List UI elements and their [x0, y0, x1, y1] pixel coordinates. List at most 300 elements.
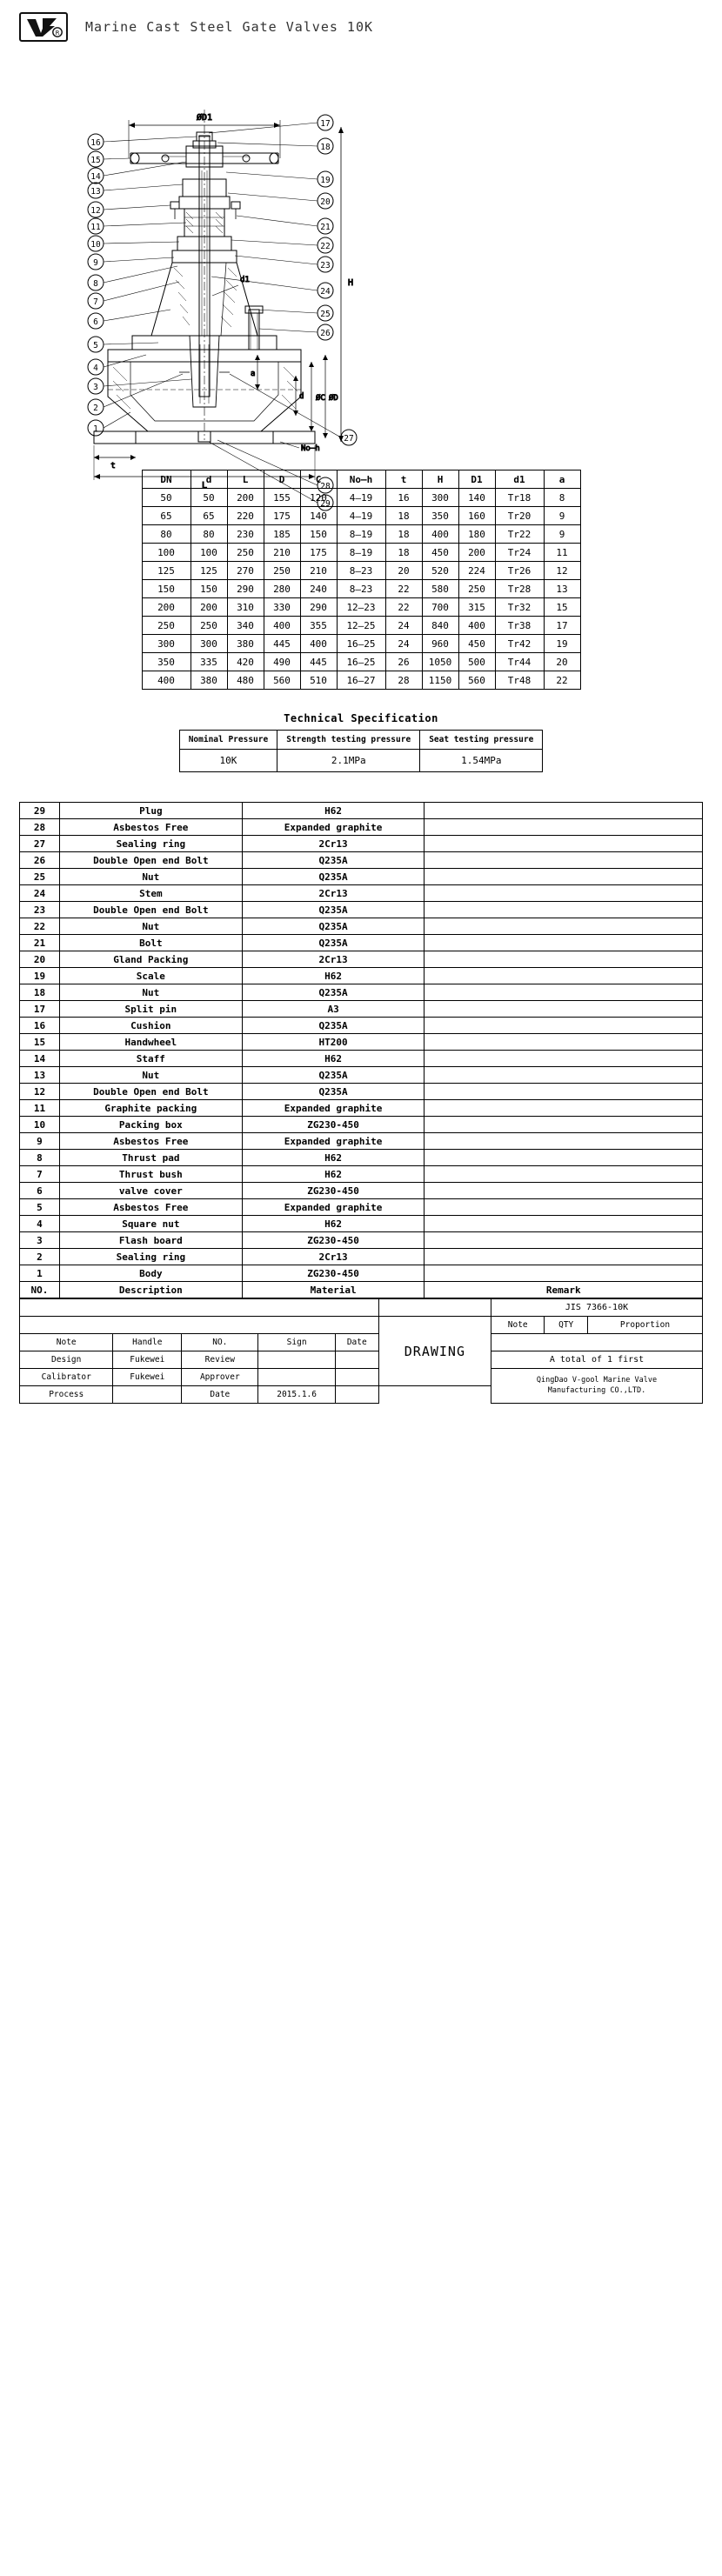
dimension-cell: 50	[191, 489, 227, 507]
dimension-cell: 16–27	[337, 671, 385, 690]
company-line-1: QingDao V-gool Marine Valve	[536, 1375, 658, 1385]
svg-text:21: 21	[320, 223, 331, 232]
tech-spec-wrap	[0, 730, 722, 772]
dimension-cell: 560	[458, 671, 495, 690]
parts-cell-no: 23	[20, 902, 60, 918]
svg-text:29: 29	[320, 499, 331, 509]
parts-list-row	[20, 1232, 703, 1249]
dimension-cell: 700	[422, 598, 458, 617]
dim-col-header-8: D1	[458, 470, 495, 489]
dimension-cell: 960	[422, 635, 458, 653]
title-block-standard: JIS 7366-10K	[491, 1299, 703, 1317]
dimension-cell: 155	[264, 489, 300, 507]
parts-cell-mat: H62	[242, 803, 425, 819]
dimension-cell: 18	[385, 544, 422, 562]
parts-list-row	[20, 1249, 703, 1265]
tech-header-0: Nominal Pressure	[179, 731, 277, 750]
parts-cell-rem	[425, 984, 703, 1001]
parts-cell-desc: Double Open end Bolt	[59, 852, 242, 869]
parts-list-row	[20, 902, 703, 918]
dimension-cell: 400	[300, 635, 337, 653]
dimension-cell: 12–25	[337, 617, 385, 635]
dimension-cell: 8–23	[337, 562, 385, 580]
svg-text:16: 16	[90, 138, 101, 148]
dimension-cell: 65	[191, 507, 227, 525]
parts-cell-rem	[425, 1199, 703, 1216]
dimension-cell: 270	[227, 562, 264, 580]
parts-cell-desc: Cushion	[59, 1018, 242, 1034]
svg-text:7: 7	[93, 297, 98, 307]
dimension-cell: 200	[142, 598, 191, 617]
title-block-wrap	[0, 1298, 722, 1404]
parts-cell-rem	[425, 1100, 703, 1117]
svg-text:d1: d1	[240, 276, 250, 284]
dimension-cell: 65	[142, 507, 191, 525]
dimension-cell: 11	[544, 544, 580, 562]
dimension-cell: 140	[300, 507, 337, 525]
parts-list-row	[20, 1084, 703, 1100]
svg-text:L: L	[201, 481, 208, 491]
dimension-table-row	[142, 653, 580, 671]
parts-cell-rem	[425, 1183, 703, 1199]
dimension-cell: 250	[264, 562, 300, 580]
dimension-cell: 220	[227, 507, 264, 525]
title-block-calibrator-date	[335, 1369, 378, 1386]
parts-list-row	[20, 984, 703, 1001]
svg-text:4: 4	[93, 364, 98, 373]
title-block-head-note: Note	[20, 1334, 113, 1351]
svg-text:28: 28	[320, 482, 331, 491]
svg-text:24: 24	[320, 287, 331, 297]
svg-text:25: 25	[320, 310, 331, 319]
dimension-cell: 210	[264, 544, 300, 562]
dimension-cell: 4–19	[337, 489, 385, 507]
dimension-cell: Tr38	[495, 617, 544, 635]
parts-cell-no: 18	[20, 984, 60, 1001]
parts-cell-rem	[425, 852, 703, 869]
dimension-cell: 490	[264, 653, 300, 671]
v-gool-logo-icon	[19, 12, 68, 42]
dim-col-header-10: a	[544, 470, 580, 489]
dim-col-header-3: D	[264, 470, 300, 489]
title-block-right-header-qty: QTY	[545, 1317, 588, 1334]
title-block-process-name	[113, 1386, 182, 1404]
dimension-cell: Tr42	[495, 635, 544, 653]
dimension-cell: 185	[264, 525, 300, 544]
parts-cell-no: 8	[20, 1150, 60, 1166]
title-block-right-header-proportion: Proportion	[588, 1317, 703, 1334]
dimension-cell: 200	[458, 544, 495, 562]
parts-cell-no: 20	[20, 951, 60, 968]
parts-cell-no: 16	[20, 1018, 60, 1034]
dimension-cell: 160	[458, 507, 495, 525]
svg-text:2: 2	[93, 404, 98, 413]
parts-cell-desc: Plug	[59, 803, 242, 819]
svg-text:ØD1: ØD1	[196, 113, 213, 123]
dimension-table-row	[142, 507, 580, 525]
parts-cell-mat: Q235A	[242, 869, 425, 885]
dimension-cell: 400	[142, 671, 191, 690]
dimension-cell: 12	[544, 562, 580, 580]
parts-list-row	[20, 1001, 703, 1018]
parts-cell-desc: Gland Packing	[59, 951, 242, 968]
parts-cell-rem	[425, 1216, 703, 1232]
dimension-cell: 250	[458, 580, 495, 598]
parts-cell-mat: Q235A	[242, 852, 425, 869]
dimension-cell: 580	[422, 580, 458, 598]
dimension-cell: 240	[300, 580, 337, 598]
parts-cell-no: 27	[20, 836, 60, 852]
svg-text:H: H	[348, 278, 354, 288]
parts-cell-desc: valve cover	[59, 1183, 242, 1199]
parts-cell-rem	[425, 1133, 703, 1150]
parts-header-no: NO.	[20, 1282, 60, 1298]
parts-list-row	[20, 1265, 703, 1282]
title-block-blank-row	[20, 1299, 703, 1317]
parts-cell-rem	[425, 1067, 703, 1084]
dimension-cell: 8–23	[337, 580, 385, 598]
dimension-table-row	[142, 617, 580, 635]
parts-cell-desc: Nut	[59, 1067, 242, 1084]
parts-cell-desc: Thrust bush	[59, 1166, 242, 1183]
dimension-cell: 17	[544, 617, 580, 635]
parts-cell-no: 4	[20, 1216, 60, 1232]
dimension-cell: 28	[385, 671, 422, 690]
parts-cell-mat: Expanded graphite	[242, 819, 425, 836]
parts-list-wrap	[0, 802, 722, 1298]
tech-header-1: Strength testing pressure	[277, 731, 420, 750]
dimension-cell: 210	[300, 562, 337, 580]
parts-cell-no: 5	[20, 1199, 60, 1216]
dimension-cell: 250	[191, 617, 227, 635]
parts-cell-no: 6	[20, 1183, 60, 1199]
dimension-cell: 4–19	[337, 507, 385, 525]
parts-cell-mat: Expanded graphite	[242, 1199, 425, 1216]
parts-cell-mat: ZG230-450	[242, 1117, 425, 1133]
title-block-review-label: Review	[182, 1351, 258, 1369]
dimension-cell: 520	[422, 562, 458, 580]
dimension-cell: 510	[300, 671, 337, 690]
svg-text:27: 27	[344, 434, 354, 444]
parts-cell-rem	[425, 902, 703, 918]
parts-list-row	[20, 885, 703, 902]
dimension-cell: 22	[385, 580, 422, 598]
dimension-table-header-row	[142, 470, 580, 489]
dimension-table-row	[142, 544, 580, 562]
tech-spec-title: Technical Specification	[284, 712, 438, 724]
dimension-cell: 16	[385, 489, 422, 507]
dimension-cell: 100	[142, 544, 191, 562]
parts-cell-mat: Q235A	[242, 1067, 425, 1084]
dimension-cell: Tr22	[495, 525, 544, 544]
tech-value-0: 10K	[179, 750, 277, 772]
dimension-cell: 400	[458, 617, 495, 635]
dimension-cell: 120	[300, 489, 337, 507]
dimension-cell: 350	[142, 653, 191, 671]
dimension-cell: 150	[142, 580, 191, 598]
dimension-table-row	[142, 598, 580, 617]
svg-text:23: 23	[320, 261, 331, 270]
title-block-date-label: Date	[182, 1386, 258, 1404]
dim-col-header-7: H	[422, 470, 458, 489]
parts-cell-no: 9	[20, 1133, 60, 1150]
dimension-cell: 80	[191, 525, 227, 544]
dimension-cell: Tr48	[495, 671, 544, 690]
title-block-approver-label: Approver	[182, 1369, 258, 1386]
parts-cell-no: 2	[20, 1249, 60, 1265]
dimension-cell: Tr28	[495, 580, 544, 598]
parts-cell-no: 25	[20, 869, 60, 885]
dimension-cell: 315	[458, 598, 495, 617]
parts-cell-rem	[425, 1232, 703, 1249]
title-block-process-date	[335, 1386, 378, 1404]
title-block-design-date	[335, 1351, 378, 1369]
parts-cell-no: 15	[20, 1034, 60, 1051]
dimension-cell: 230	[227, 525, 264, 544]
parts-cell-desc: Sealing ring	[59, 1249, 242, 1265]
svg-text:R: R	[55, 30, 60, 37]
parts-list-row	[20, 803, 703, 819]
dimension-cell: 8	[544, 489, 580, 507]
dimension-cell: 8–19	[337, 544, 385, 562]
dimension-cell: 420	[227, 653, 264, 671]
title-block-right-blank	[491, 1334, 703, 1351]
parts-cell-rem	[425, 935, 703, 951]
dimension-cell: 16–25	[337, 635, 385, 653]
svg-text:ØC: ØC	[316, 394, 325, 403]
title-block-head-handle: Handle	[113, 1334, 182, 1351]
svg-text:17: 17	[320, 119, 331, 129]
parts-cell-rem	[425, 1034, 703, 1051]
parts-cell-no: 29	[20, 803, 60, 819]
title-block-design-label: Design	[20, 1351, 113, 1369]
parts-cell-mat: 2Cr13	[242, 836, 425, 852]
parts-cell-rem	[425, 918, 703, 935]
parts-cell-desc: Nut	[59, 869, 242, 885]
dimension-cell: 80	[142, 525, 191, 544]
parts-cell-rem	[425, 968, 703, 984]
parts-list-row	[20, 968, 703, 984]
dimension-table-row	[142, 635, 580, 653]
dimension-cell: 175	[300, 544, 337, 562]
dimension-cell: Tr20	[495, 507, 544, 525]
svg-text:t: t	[110, 462, 116, 470]
tech-header-2: Seat testing pressure	[420, 731, 543, 750]
dim-col-header-1: d	[191, 470, 227, 489]
parts-cell-mat: Q235A	[242, 1084, 425, 1100]
title-block-empty-row	[20, 1317, 703, 1334]
parts-cell-rem	[425, 1018, 703, 1034]
tech-spec-value-row	[179, 750, 543, 772]
dimension-cell: 9	[544, 525, 580, 544]
dimension-cell: 330	[264, 598, 300, 617]
title-block-head-sign: Sign	[258, 1334, 335, 1351]
tech-value-2: 1.54MPa	[420, 750, 543, 772]
parts-cell-no: 22	[20, 918, 60, 935]
title-block-process-label: Process	[20, 1386, 113, 1404]
title-block-design-name: Fukewei	[113, 1351, 182, 1369]
parts-header-rem: Remark	[425, 1282, 703, 1298]
title-block-table	[19, 1298, 703, 1404]
dimension-cell: Tr44	[495, 653, 544, 671]
parts-list-row	[20, 918, 703, 935]
dimension-cell: 1050	[422, 653, 458, 671]
dimension-table-row	[142, 525, 580, 544]
parts-list-row	[20, 1150, 703, 1166]
parts-cell-desc: Staff	[59, 1051, 242, 1067]
svg-text:15: 15	[90, 156, 101, 165]
dimension-cell: 250	[227, 544, 264, 562]
dimension-cell: 12–23	[337, 598, 385, 617]
svg-text:1: 1	[93, 424, 98, 434]
parts-cell-no: 10	[20, 1117, 60, 1133]
dimension-cell: 400	[422, 525, 458, 544]
parts-list-row	[20, 1183, 703, 1199]
dimension-cell: 445	[300, 653, 337, 671]
dimension-cell: 50	[142, 489, 191, 507]
parts-cell-mat: H62	[242, 1166, 425, 1183]
title-block-drawing-word: DRAWING	[378, 1317, 491, 1386]
dimension-cell: 26	[385, 653, 422, 671]
parts-cell-mat: 2Cr13	[242, 885, 425, 902]
parts-cell-desc: Split pin	[59, 1001, 242, 1018]
dim-col-header-9: d1	[495, 470, 544, 489]
parts-cell-desc: Double Open end Bolt	[59, 902, 242, 918]
parts-cell-desc: Asbestos Free	[59, 819, 242, 836]
parts-cell-mat: Expanded graphite	[242, 1133, 425, 1150]
title-block-head-no: NO.	[182, 1334, 258, 1351]
dimension-cell: 18	[385, 507, 422, 525]
parts-cell-desc: Packing box	[59, 1117, 242, 1133]
parts-list-row	[20, 869, 703, 885]
parts-cell-mat: ZG230-450	[242, 1265, 425, 1282]
dimension-table-row	[142, 671, 580, 690]
title-block-drawing-blank	[378, 1299, 491, 1317]
parts-cell-mat: H62	[242, 1051, 425, 1067]
dimension-cell: Tr18	[495, 489, 544, 507]
dimension-cell: Tr26	[495, 562, 544, 580]
dimension-cell: 280	[264, 580, 300, 598]
parts-cell-desc: Thrust pad	[59, 1150, 242, 1166]
parts-cell-desc: Graphite packing	[59, 1100, 242, 1117]
svg-text:d: d	[299, 392, 304, 401]
parts-list-table	[19, 802, 703, 1298]
svg-text:22: 22	[320, 242, 331, 251]
parts-header-mat: Material	[242, 1282, 425, 1298]
parts-list-row	[20, 836, 703, 852]
dimension-cell: 100	[191, 544, 227, 562]
parts-list-row	[20, 852, 703, 869]
title-block-calibrator-row	[20, 1369, 703, 1386]
dimension-cell: 355	[300, 617, 337, 635]
dimension-table-row	[142, 489, 580, 507]
parts-cell-rem	[425, 1117, 703, 1133]
parts-header-desc: Description	[59, 1282, 242, 1298]
parts-cell-rem	[425, 819, 703, 836]
dim-col-header-5: No–h	[337, 470, 385, 489]
dimension-cell: 480	[227, 671, 264, 690]
dimension-cell: 150	[191, 580, 227, 598]
parts-cell-desc: Scale	[59, 968, 242, 984]
svg-text:5: 5	[93, 341, 98, 350]
parts-cell-mat: Expanded graphite	[242, 1100, 425, 1117]
dimension-table-wrap	[0, 470, 722, 690]
svg-text:11: 11	[90, 223, 101, 232]
parts-cell-mat: Q235A	[242, 918, 425, 935]
parts-cell-desc: Asbestos Free	[59, 1199, 242, 1216]
dimension-cell: 13	[544, 580, 580, 598]
svg-text:ØD: ØD	[329, 394, 338, 403]
dimension-cell: 16–25	[337, 653, 385, 671]
parts-cell-rem	[425, 1084, 703, 1100]
svg-text:19: 19	[320, 176, 331, 185]
dimension-cell: 290	[300, 598, 337, 617]
parts-cell-no: 3	[20, 1232, 60, 1249]
title-block-company	[491, 1369, 703, 1404]
svg-text:10: 10	[90, 240, 101, 250]
dimension-cell: Tr24	[495, 544, 544, 562]
title-block-empty-left	[20, 1317, 379, 1334]
dimension-cell: 335	[191, 653, 227, 671]
parts-cell-mat: Q235A	[242, 984, 425, 1001]
dimension-cell: 24	[385, 635, 422, 653]
dim-col-header-0: DN	[142, 470, 191, 489]
title-block-calibrator-name: Fukewei	[113, 1369, 182, 1386]
title-block-head-date: Date	[335, 1334, 378, 1351]
parts-cell-desc: Sealing ring	[59, 836, 242, 852]
dimension-cell: 224	[458, 562, 495, 580]
parts-cell-no: 28	[20, 819, 60, 836]
dimension-cell: 19	[544, 635, 580, 653]
svg-text:3: 3	[93, 383, 98, 392]
parts-cell-no: 14	[20, 1051, 60, 1067]
svg-text:9: 9	[93, 258, 98, 268]
parts-list-row	[20, 1034, 703, 1051]
title-block-review-value	[258, 1351, 335, 1369]
dim-col-header-6: t	[385, 470, 422, 489]
svg-text:No–h: No–h	[301, 444, 320, 453]
parts-list-row	[20, 1051, 703, 1067]
dimension-cell: 500	[458, 653, 495, 671]
dimension-cell: 200	[191, 598, 227, 617]
dimension-cell: 175	[264, 507, 300, 525]
dimension-cell: 840	[422, 617, 458, 635]
parts-cell-rem	[425, 1001, 703, 1018]
parts-cell-desc: Stem	[59, 885, 242, 902]
parts-cell-mat: A3	[242, 1001, 425, 1018]
parts-list-row	[20, 951, 703, 968]
parts-list-row	[20, 1100, 703, 1117]
parts-cell-desc: Double Open end Bolt	[59, 1084, 242, 1100]
svg-text:12: 12	[90, 206, 101, 216]
parts-list-row	[20, 1133, 703, 1150]
svg-text:18: 18	[320, 143, 331, 152]
parts-cell-mat: ZG230-450	[242, 1232, 425, 1249]
dimension-cell: 560	[264, 671, 300, 690]
parts-list-row	[20, 1199, 703, 1216]
dimension-cell: 340	[227, 617, 264, 635]
parts-cell-no: 26	[20, 852, 60, 869]
svg-text:6: 6	[93, 317, 98, 327]
title-block-design-row	[20, 1351, 703, 1369]
parts-list-header-row	[20, 1282, 703, 1298]
parts-cell-desc: Nut	[59, 984, 242, 1001]
dimension-cell: 22	[544, 671, 580, 690]
title-block-approver-value	[258, 1369, 335, 1386]
dimension-cell: 300	[422, 489, 458, 507]
dimension-cell: 140	[458, 489, 495, 507]
parts-cell-rem	[425, 836, 703, 852]
